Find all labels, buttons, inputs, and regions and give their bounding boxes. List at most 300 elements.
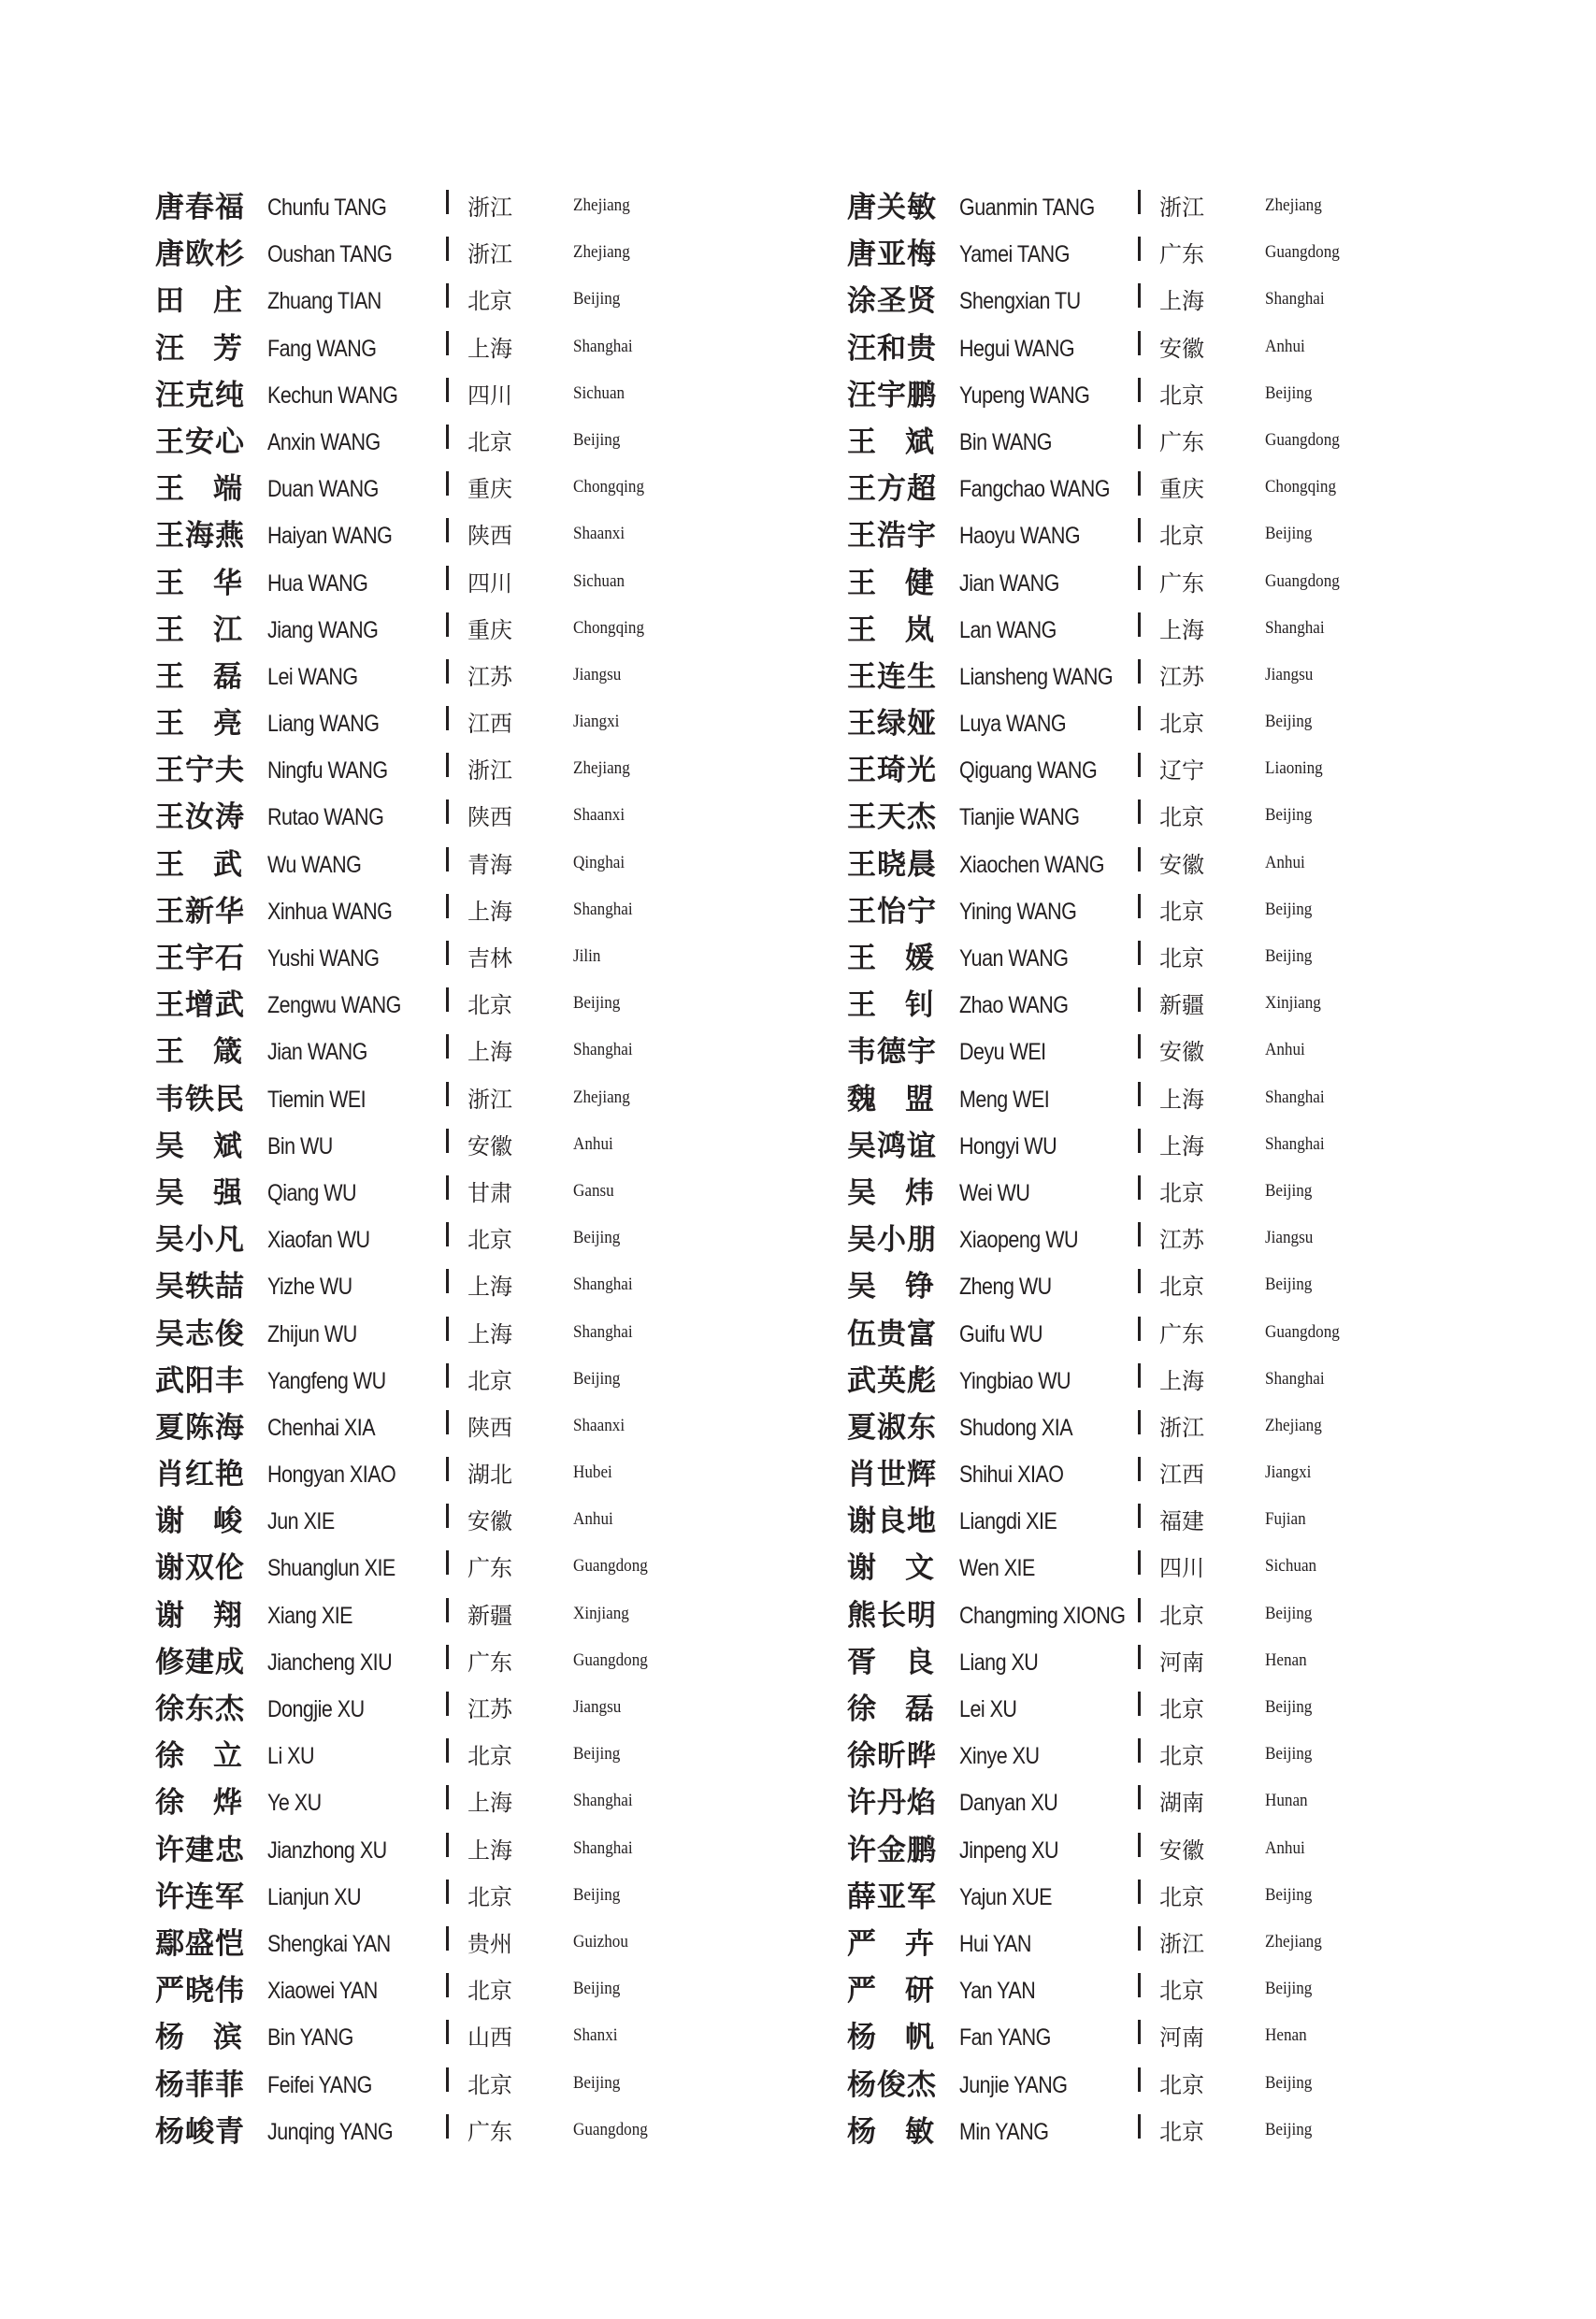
english-name: Qiang WU (267, 1179, 357, 1206)
separator-bar (1138, 612, 1141, 637)
province-chinese: 重庆 (467, 616, 512, 643)
english-name: Yupeng WANG (959, 382, 1090, 409)
province-english: Henan (1265, 2025, 1307, 2046)
province-english: Beijing (1265, 2072, 1313, 2093)
name-entry-row (847, 562, 1558, 609)
name-entry-row (155, 1876, 866, 1923)
name-entry-row (155, 562, 866, 609)
name-entry-row (155, 702, 866, 749)
name-entry-row (847, 1360, 1558, 1406)
province-english: Beijing (1265, 382, 1313, 403)
name-entry-row (847, 1735, 1558, 1781)
english-name: Jianzhong XU (267, 1836, 387, 1864)
separator-bar (446, 1926, 449, 1951)
province-english: Guangdong (1265, 242, 1340, 263)
separator-bar (446, 1222, 449, 1246)
chinese-name: 王 媛 (847, 942, 935, 975)
province-english: Anhui (1265, 852, 1305, 872)
province-chinese: 上海 (1159, 288, 1204, 315)
province-english: Beijing (1265, 946, 1313, 966)
chinese-name: 许丹焰 (847, 1786, 937, 1821)
province-chinese: 上海 (1159, 1367, 1204, 1394)
name-entry-row (847, 702, 1558, 749)
separator-bar (1138, 1785, 1141, 1809)
province-chinese: 辽宁 (1159, 757, 1204, 785)
province-chinese: 安徽 (1159, 335, 1204, 362)
province-chinese: 上海 (1159, 616, 1204, 643)
name-entry-row (847, 1641, 1558, 1688)
english-name: Xinye XU (959, 1743, 1040, 1770)
chinese-name: 杨 敏 (847, 2114, 935, 2149)
name-entry-row (155, 1125, 866, 1172)
chinese-name: 许金鹏 (847, 1833, 937, 1867)
chinese-name: 汪 芳 (155, 331, 243, 366)
english-name: Haiyan WANG (267, 523, 393, 550)
english-name: Shihui XIAO (959, 1462, 1064, 1489)
separator-bar (446, 799, 449, 824)
province-english: Liaoning (1265, 758, 1323, 779)
province-chinese: 北京 (1159, 382, 1204, 409)
name-entry-row (847, 1313, 1558, 1360)
province-chinese: 浙江 (467, 1086, 512, 1113)
english-name: Tiemin WEI (267, 1086, 367, 1113)
province-english: Guangdong (1265, 1321, 1340, 1342)
separator-bar (1138, 1880, 1141, 1904)
chinese-name: 肖红艳 (155, 1458, 245, 1492)
separator-bar (1138, 706, 1141, 730)
chinese-name: 吴小朋 (847, 1223, 937, 1258)
province-chinese: 北京 (467, 1978, 512, 2005)
name-entry-row (847, 2016, 1558, 2063)
english-name: Shudong XIA (959, 1414, 1073, 1441)
english-name: Lianjun XU (267, 1883, 362, 1910)
province-chinese: 上海 (1159, 1086, 1204, 1113)
separator-bar (446, 987, 449, 1012)
chinese-name: 薛亚军 (847, 1880, 937, 1914)
name-entry-row (155, 984, 866, 1030)
name-entry-row (847, 609, 1558, 655)
name-entry-row (847, 1125, 1558, 1172)
province-english: Zhejiang (1265, 1931, 1322, 1952)
english-name: Yining WANG (959, 898, 1077, 925)
english-name: Dongjie XU (267, 1696, 365, 1722)
province-chinese: 浙江 (1159, 194, 1204, 221)
province-chinese: 四川 (1159, 1555, 1204, 1582)
province-english: Guangdong (1265, 570, 1340, 591)
province-chinese: 北京 (1159, 804, 1204, 831)
separator-bar (1138, 894, 1141, 918)
name-entry-row (847, 1594, 1558, 1641)
chinese-name: 王 端 (155, 472, 243, 507)
english-name: Zhao WANG (959, 992, 1069, 1019)
province-chinese: 浙江 (467, 194, 512, 221)
province-chinese: 北京 (1159, 1179, 1204, 1206)
province-chinese: 陕西 (467, 804, 512, 831)
separator-bar (446, 471, 449, 496)
province-english: Beijing (1265, 1697, 1313, 1717)
english-name: Hua WANG (267, 569, 368, 597)
chinese-name: 吴轶喆 (155, 1270, 245, 1304)
name-entry-row (155, 2016, 866, 2063)
chinese-name: 严 卉 (847, 1926, 935, 1961)
province-english: Shanghai (573, 899, 633, 919)
province-english: Beijing (1265, 712, 1313, 732)
name-entry-row (847, 2110, 1558, 2157)
name-entry-row (155, 1360, 866, 1406)
chinese-name: 吴 强 (155, 1175, 243, 1210)
name-entry-row (847, 1500, 1558, 1547)
province-chinese: 山西 (467, 2024, 512, 2052)
separator-bar (446, 1692, 449, 1716)
separator-bar (446, 1550, 449, 1575)
chinese-name: 许建忠 (155, 1833, 245, 1867)
separator-bar (1138, 1082, 1141, 1106)
province-chinese: 吉林 (467, 945, 512, 972)
province-chinese: 河南 (1159, 2024, 1204, 2052)
province-chinese: 北京 (1159, 2071, 1204, 2098)
name-entry-row (847, 468, 1558, 514)
english-name: Tianjie WANG (959, 804, 1080, 831)
chinese-name: 涂圣贤 (847, 284, 937, 319)
province-chinese: 浙江 (467, 757, 512, 785)
province-english: Jiangsu (1265, 1228, 1314, 1248)
english-name: Guanmin TANG (959, 194, 1095, 221)
name-entry-row (155, 1078, 866, 1125)
province-english: Hubei (573, 1462, 612, 1483)
chinese-name: 徐东杰 (155, 1692, 245, 1726)
province-english: Beijing (1265, 524, 1313, 544)
separator-bar (1138, 1550, 1141, 1575)
separator-bar (446, 237, 449, 261)
province-english: Beijing (1265, 1180, 1313, 1201)
province-english: Beijing (573, 1228, 621, 1248)
province-english: Beijing (573, 1979, 621, 1999)
name-entry-row (847, 1876, 1558, 1923)
chinese-name: 谢 翔 (155, 1598, 243, 1633)
chinese-name: 杨 帆 (847, 2021, 935, 2055)
english-name: Wen XIE (959, 1555, 1035, 1582)
separator-bar (1138, 518, 1141, 542)
chinese-name: 王怡宁 (847, 894, 937, 929)
separator-bar (446, 1175, 449, 1200)
province-chinese: 新疆 (1159, 992, 1204, 1019)
chinese-name: 严晓伟 (155, 1974, 245, 2009)
chinese-name: 王 斌 (847, 425, 935, 459)
name-entry-row (847, 233, 1558, 280)
separator-bar (446, 659, 449, 684)
province-chinese: 福建 (1159, 1508, 1204, 1535)
province-chinese: 四川 (467, 382, 512, 409)
separator-bar (1138, 987, 1141, 1012)
separator-bar (1138, 659, 1141, 684)
english-name: Liangdi XIE (959, 1508, 1057, 1535)
separator-bar (1138, 566, 1141, 590)
name-entry-row (155, 749, 866, 796)
name-entry-row (155, 796, 866, 843)
province-english: Zhejiang (573, 242, 630, 263)
province-chinese: 北京 (1159, 1696, 1204, 1722)
province-chinese: 北京 (1159, 898, 1204, 925)
province-english: Jiangxi (1265, 1462, 1312, 1483)
province-chinese: 上海 (467, 335, 512, 362)
chinese-name: 王 亮 (155, 707, 243, 742)
province-chinese: 江苏 (1159, 1227, 1204, 1254)
province-english: Sichuan (1265, 1556, 1317, 1577)
separator-bar (1138, 2020, 1141, 2044)
english-name: Jinpeng XU (959, 1836, 1058, 1864)
english-name: Hui YAN (959, 1930, 1031, 1957)
english-name: Xiaowei YAN (267, 1978, 378, 2005)
chinese-name: 徐 磊 (847, 1692, 935, 1726)
name-entry-row (155, 1218, 866, 1265)
province-chinese: 广东 (1159, 569, 1204, 597)
province-english: Anhui (1265, 1837, 1305, 1858)
separator-bar (446, 1457, 449, 1481)
province-english: Henan (1265, 1649, 1307, 1670)
english-name: Jun XIE (267, 1508, 335, 1535)
name-entry-row (847, 984, 1558, 1030)
english-name: Junjie YANG (959, 2071, 1068, 2098)
province-english: Beijing (573, 1884, 621, 1905)
chinese-name: 吴志俊 (155, 1317, 245, 1351)
province-english: Shanghai (1265, 617, 1325, 638)
province-english: Anhui (1265, 1040, 1305, 1060)
province-english: Sichuan (573, 570, 625, 591)
name-entry-row (155, 1829, 866, 1876)
name-entry-row (155, 1594, 866, 1641)
name-entry-row (847, 1172, 1558, 1218)
name-entry-row (155, 2064, 866, 2110)
chinese-name: 王海燕 (155, 519, 245, 554)
province-chinese: 北京 (1159, 945, 1204, 972)
chinese-name: 王方超 (847, 472, 937, 507)
name-entry-row (155, 1265, 866, 1312)
province-chinese: 甘肃 (467, 1179, 512, 1206)
name-entry-row (155, 468, 866, 514)
chinese-name: 吴小凡 (155, 1223, 245, 1258)
chinese-name: 夏陈海 (155, 1410, 245, 1445)
name-entry-row (847, 749, 1558, 796)
province-english: Zhejiang (573, 195, 630, 215)
name-entry-row (155, 1500, 866, 1547)
name-entry-row (847, 843, 1558, 890)
separator-bar (446, 1738, 449, 1763)
english-name: Lei XU (959, 1696, 1017, 1722)
chinese-name: 王 健 (847, 566, 935, 600)
name-entry-row (155, 937, 866, 984)
name-entry-row (155, 1688, 866, 1735)
separator-bar (1138, 378, 1141, 402)
province-chinese: 四川 (467, 569, 512, 597)
name-entry-row (847, 1265, 1558, 1312)
chinese-name: 汪克纯 (155, 378, 245, 412)
province-english: Hunan (1265, 1791, 1308, 1811)
province-chinese: 北京 (1159, 1883, 1204, 1910)
province-chinese: 安徽 (1159, 1836, 1204, 1864)
chinese-name: 肖世辉 (847, 1458, 937, 1492)
province-english: Zhejiang (573, 758, 630, 779)
province-chinese: 安徽 (467, 1508, 512, 1535)
chinese-name: 王天杰 (847, 800, 937, 835)
province-chinese: 上海 (467, 1790, 512, 1817)
separator-bar (1138, 237, 1141, 261)
name-entry-row (155, 280, 866, 326)
separator-bar (446, 1833, 449, 1857)
province-english: Shanghai (1265, 1133, 1325, 1154)
english-name: Bin YANG (267, 2024, 353, 2052)
chinese-name: 田 庄 (155, 284, 243, 319)
english-name: Danyan XU (959, 1790, 1058, 1817)
english-name: Duan WANG (267, 476, 379, 503)
chinese-name: 修建成 (155, 1645, 245, 1679)
english-name: Anxin WANG (267, 428, 381, 455)
province-chinese: 青海 (467, 851, 512, 878)
name-entry-row (847, 655, 1558, 702)
english-name: Luya WANG (959, 711, 1067, 738)
english-name: Lei WANG (267, 663, 358, 690)
chinese-name: 王宇石 (155, 942, 245, 975)
chinese-name: 王浩宇 (847, 519, 937, 554)
name-entry-row (847, 1688, 1558, 1735)
province-chinese: 广东 (1159, 1320, 1204, 1347)
separator-bar (446, 706, 449, 730)
province-chinese: 湖北 (467, 1462, 512, 1489)
separator-bar (446, 894, 449, 918)
separator-bar (1138, 1504, 1141, 1528)
english-name: Zengwu WANG (267, 992, 401, 1019)
province-english: Guizhou (573, 1931, 628, 1952)
name-entry-row (847, 937, 1558, 984)
separator-bar (446, 1410, 449, 1434)
name-entry-row (847, 1218, 1558, 1265)
english-name: Yushi WANG (267, 945, 380, 972)
english-name: Fan YANG (959, 2024, 1051, 2052)
english-name: Fang WANG (267, 335, 377, 362)
separator-bar (446, 1129, 449, 1153)
province-english: Beijing (1265, 805, 1313, 826)
chinese-name: 韦铁民 (155, 1082, 245, 1116)
province-english: Anhui (573, 1509, 613, 1530)
separator-bar (1138, 425, 1141, 449)
province-english: Jilin (573, 946, 601, 966)
chinese-name: 谢 峻 (155, 1505, 243, 1539)
separator-bar (446, 2020, 449, 2044)
chinese-name: 王连生 (847, 659, 937, 694)
province-chinese: 上海 (1159, 1132, 1204, 1160)
province-english: Chongqing (573, 477, 645, 497)
english-name: Jiancheng XIU (267, 1649, 393, 1676)
province-english: Shaanxi (573, 805, 625, 826)
chinese-name: 吴 铮 (847, 1270, 935, 1304)
name-entry-row (155, 1172, 866, 1218)
province-english: Jiangsu (573, 664, 622, 684)
separator-bar (1138, 1598, 1141, 1622)
chinese-name: 谢 文 (847, 1551, 935, 1586)
name-entry-row (847, 2064, 1558, 2110)
separator-bar (446, 612, 449, 637)
english-name: Zheng WU (959, 1274, 1052, 1301)
chinese-name: 唐亚梅 (847, 238, 937, 272)
english-name: Yajun XUE (959, 1883, 1052, 1910)
province-english: Gansu (573, 1180, 614, 1201)
province-english: Shaanxi (573, 524, 625, 544)
province-chinese: 河南 (1159, 1649, 1204, 1676)
province-chinese: 北京 (467, 992, 512, 1019)
english-name: Jian WANG (959, 569, 1059, 597)
chinese-name: 魏 盟 (847, 1082, 935, 1116)
province-chinese: 北京 (1159, 711, 1204, 738)
name-entry-row (155, 1641, 866, 1688)
province-chinese: 北京 (1159, 523, 1204, 550)
name-entry-row (155, 1547, 866, 1593)
province-english: Shanghai (573, 1791, 633, 1811)
province-english: Shaanxi (573, 1415, 625, 1435)
province-chinese: 北京 (467, 1227, 512, 1254)
separator-bar (1138, 1034, 1141, 1059)
chinese-name: 胥 良 (847, 1645, 935, 1679)
province-chinese: 北京 (1159, 2118, 1204, 2145)
name-entry-row (155, 1030, 866, 1077)
chinese-name: 许连军 (155, 1880, 245, 1914)
name-entry-row (155, 186, 866, 233)
province-english: Shanghai (1265, 1368, 1325, 1389)
english-name: Oushan TANG (267, 241, 393, 268)
separator-bar (446, 190, 449, 214)
chinese-name: 王 岚 (847, 612, 935, 647)
english-name: Guifu WU (959, 1320, 1043, 1347)
chinese-name: 严 研 (847, 1974, 935, 2009)
province-chinese: 北京 (467, 1367, 512, 1394)
chinese-name: 夏淑东 (847, 1410, 937, 1445)
province-english: Jiangsu (1265, 664, 1314, 684)
province-chinese: 北京 (467, 2071, 512, 2098)
province-english: Beijing (1265, 1603, 1313, 1623)
province-chinese: 北京 (467, 428, 512, 455)
province-english: Anhui (1265, 336, 1305, 356)
separator-bar (1138, 1317, 1141, 1341)
province-english: Shanghai (1265, 289, 1325, 310)
separator-bar (1138, 847, 1141, 871)
province-english: Shanghai (573, 1321, 633, 1342)
english-name: Rutao WANG (267, 804, 384, 831)
separator-bar (446, 283, 449, 308)
separator-bar (446, 847, 449, 871)
name-entry-row (847, 1453, 1558, 1500)
province-english: Shanghai (573, 1837, 633, 1858)
province-english: Guangdong (573, 1556, 648, 1577)
name-entry-row (155, 514, 866, 561)
province-chinese: 广东 (1159, 428, 1204, 455)
english-name: Chenhai XIA (267, 1414, 376, 1441)
name-entry-row (155, 374, 866, 421)
english-name: Liang XU (959, 1649, 1039, 1676)
english-name: Ye XU (267, 1790, 322, 1817)
province-chinese: 江西 (467, 711, 512, 738)
chinese-name: 鄢盛恺 (155, 1926, 245, 1961)
name-entry-row (847, 1969, 1558, 2016)
province-english: Guangdong (573, 1649, 648, 1670)
province-english: Sichuan (573, 382, 625, 403)
chinese-name: 王 华 (155, 566, 243, 600)
chinese-name: 杨峻青 (155, 2114, 245, 2149)
chinese-name: 王汝涛 (155, 800, 245, 835)
province-chinese: 北京 (1159, 1743, 1204, 1770)
name-entry-row (155, 890, 866, 937)
separator-bar (446, 1363, 449, 1388)
separator-bar (446, 1504, 449, 1528)
english-name: Liang WANG (267, 711, 380, 738)
english-name: Wu WANG (267, 851, 362, 878)
